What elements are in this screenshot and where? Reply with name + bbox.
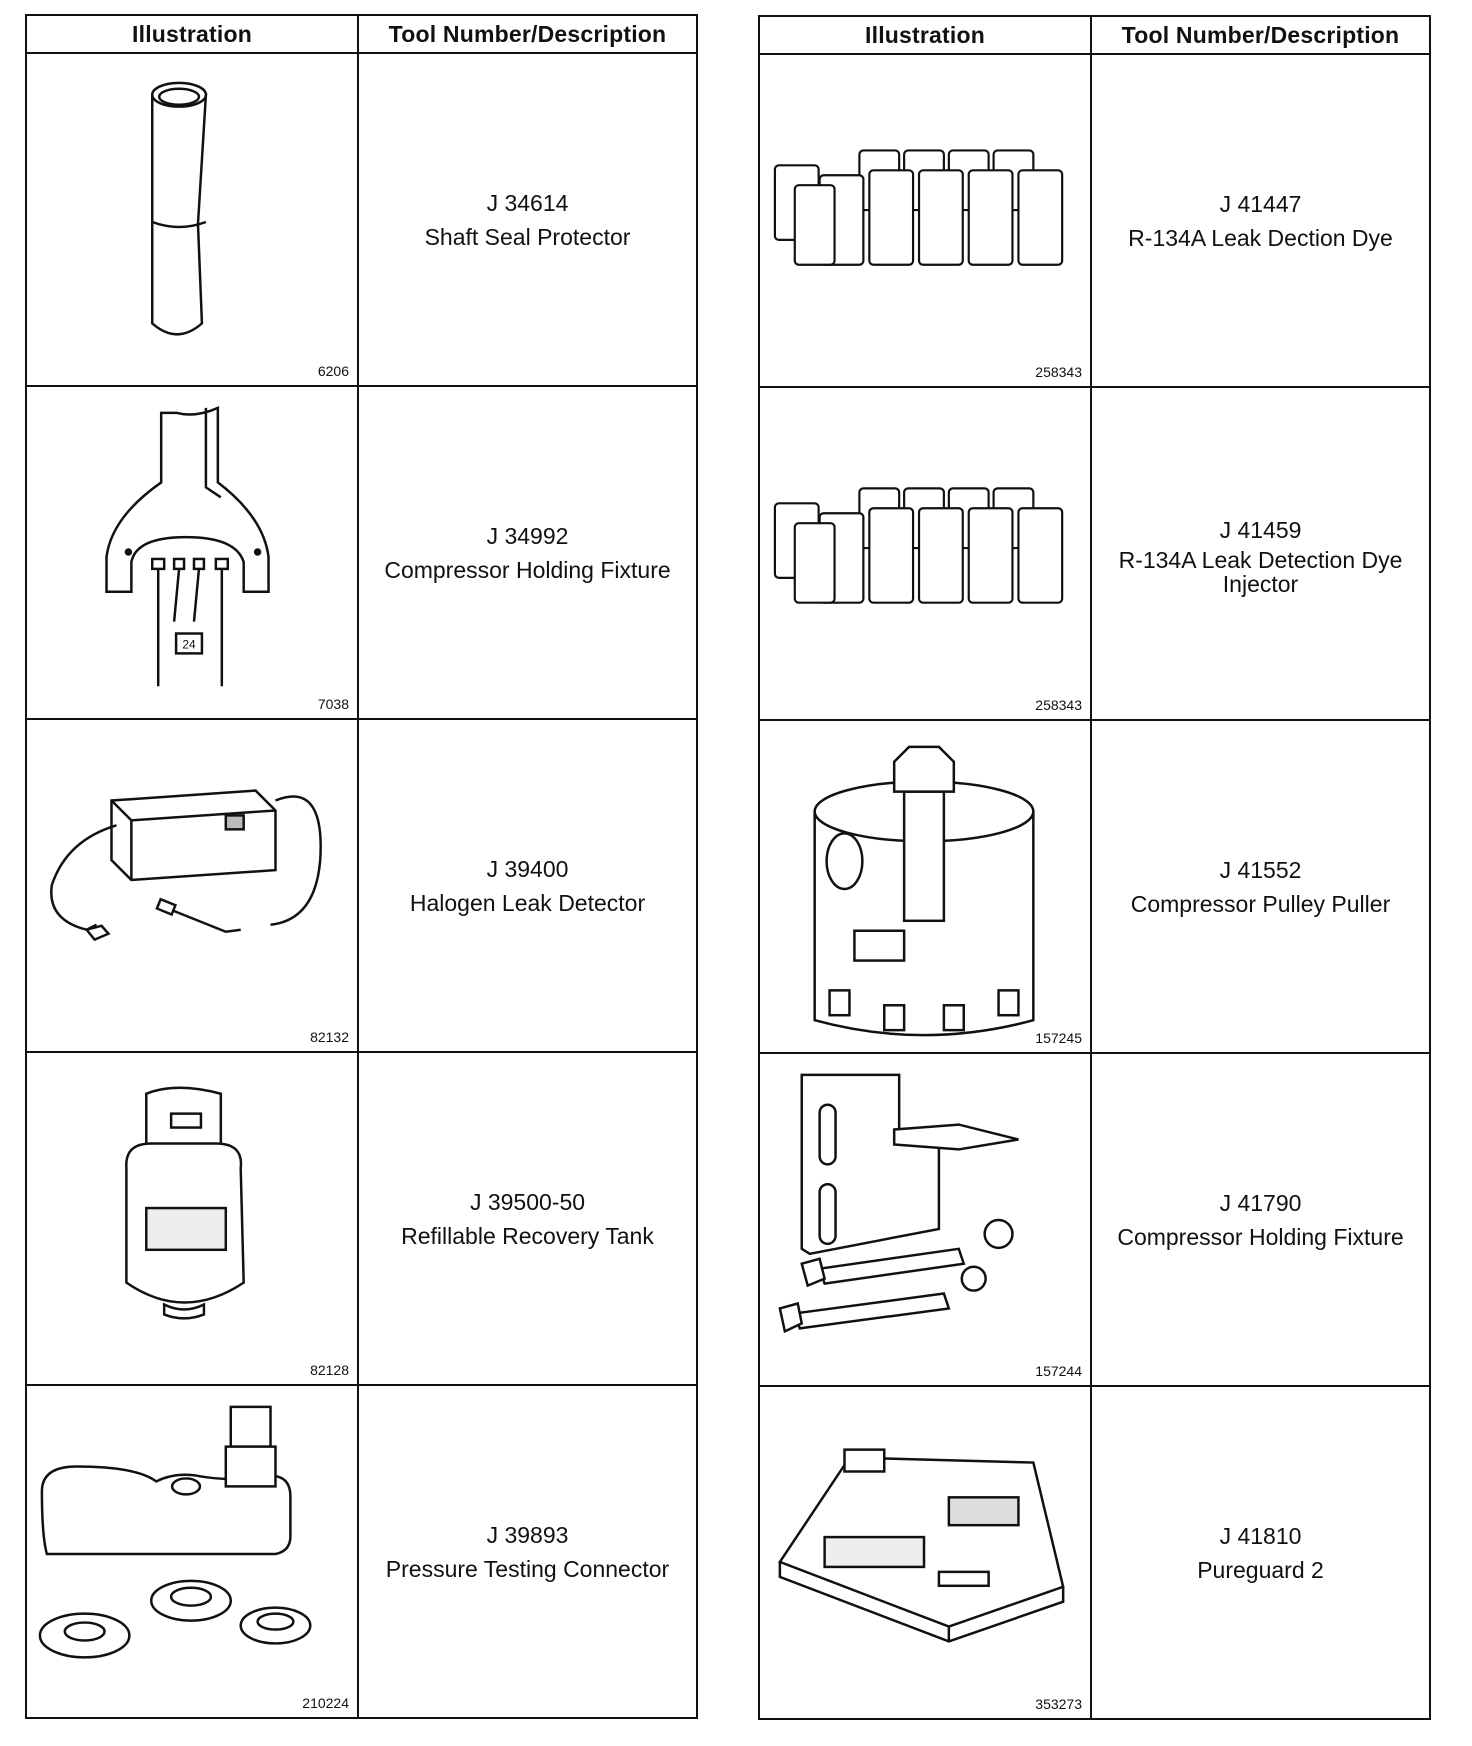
tool-description: Shaft Seal Protector — [424, 223, 631, 250]
figure-number: 82132 — [310, 1029, 349, 1045]
illustration-cell — [26, 1052, 358, 1385]
compressor-holding-fixture-icon — [27, 387, 357, 718]
table-row — [26, 1052, 697, 1385]
header-tool: Tool Number/Description — [1091, 16, 1430, 54]
figure-number: 353273 — [1035, 1696, 1082, 1712]
tool-description: Halogen Leak Detector — [409, 889, 646, 916]
description-cell — [1091, 387, 1430, 720]
illustration-cell — [26, 53, 358, 386]
header-row — [26, 15, 697, 53]
recovery-tank-icon — [27, 1053, 357, 1384]
description-cell — [1091, 1386, 1430, 1719]
table-row — [26, 53, 697, 386]
halogen-leak-detector-icon — [27, 720, 357, 1051]
header-tool: Tool Number/Description — [358, 15, 697, 53]
description-cell — [1091, 54, 1430, 387]
tool-number: J 39893 — [486, 1521, 569, 1548]
dye-bottles-icon — [760, 55, 1090, 386]
pureguard-unit-icon — [760, 1387, 1090, 1718]
table-row — [26, 719, 697, 1052]
tool-description-line2: Injector — [1222, 570, 1299, 597]
description-cell — [358, 719, 697, 1052]
table-row — [759, 720, 1430, 1053]
header-illustration: Illustration — [26, 15, 358, 53]
figure-number: 157244 — [1035, 1363, 1082, 1379]
tool-table-left — [25, 14, 698, 1719]
figure-number: 6206 — [317, 363, 349, 379]
illustration-cell — [26, 386, 358, 719]
header-illustration: Illustration — [759, 16, 1091, 54]
pulley-puller-icon — [760, 721, 1090, 1052]
table-row — [759, 1053, 1430, 1386]
tool-number: J 41459 — [1219, 516, 1302, 543]
illustration-cell — [26, 1385, 358, 1718]
figure-number: 82128 — [310, 1362, 349, 1378]
tool-description: Compressor Pulley Puller — [1130, 890, 1391, 917]
illustration-cell — [759, 54, 1091, 387]
tool-number: J 39400 — [486, 855, 569, 882]
callout-label: 24 — [182, 637, 196, 652]
tool-number: J 39500-50 — [469, 1188, 586, 1215]
description-cell — [358, 1385, 697, 1718]
figure-number: 7038 — [317, 696, 349, 712]
tool-description: Pressure Testing Connector — [385, 1555, 670, 1582]
figure-number: 258343 — [1035, 697, 1082, 713]
figure-number: 157245 — [1035, 1030, 1082, 1046]
pressure-testing-connector-icon — [27, 1386, 357, 1717]
tool-description: Compressor Holding Fixture — [384, 556, 671, 583]
figure-number: 258343 — [1035, 364, 1082, 380]
table-row — [759, 387, 1430, 720]
table-row — [759, 54, 1430, 387]
tool-number: J 41447 — [1219, 190, 1302, 217]
tool-number: J 41552 — [1219, 856, 1302, 883]
tool-description: Refillable Recovery Tank — [401, 1222, 654, 1249]
description-cell — [1091, 720, 1430, 1053]
table-row — [26, 1385, 697, 1718]
table-row — [26, 386, 697, 719]
illustration-cell — [759, 1386, 1091, 1719]
description-cell — [358, 386, 697, 719]
table-row — [759, 1386, 1430, 1719]
figure-number: 210224 — [302, 1695, 349, 1711]
header-row — [759, 16, 1430, 54]
illustration-cell — [759, 720, 1091, 1053]
shaft-seal-protector-icon — [27, 54, 357, 385]
illustration-cell — [759, 1053, 1091, 1386]
tool-number: J 41790 — [1219, 1189, 1302, 1216]
tool-description: Compressor Holding Fixture — [1117, 1223, 1404, 1250]
tool-description: R-134A Leak Detection Dye — [1118, 546, 1403, 573]
description-cell — [358, 1052, 697, 1385]
description-cell — [1091, 1053, 1430, 1386]
tool-table-right — [758, 15, 1431, 1720]
tool-number: J 34614 — [486, 189, 569, 216]
holding-fixture-bracket-icon — [760, 1054, 1090, 1385]
tool-description: R-134A Leak Dection Dye — [1128, 224, 1393, 251]
tool-number: J 34992 — [486, 522, 569, 549]
tool-number: J 41810 — [1219, 1522, 1302, 1549]
illustration-cell — [26, 719, 358, 1052]
tool-description: Pureguard 2 — [1197, 1556, 1324, 1583]
illustration-cell — [759, 387, 1091, 720]
dye-bottles-icon — [760, 388, 1090, 719]
description-cell — [358, 53, 697, 386]
